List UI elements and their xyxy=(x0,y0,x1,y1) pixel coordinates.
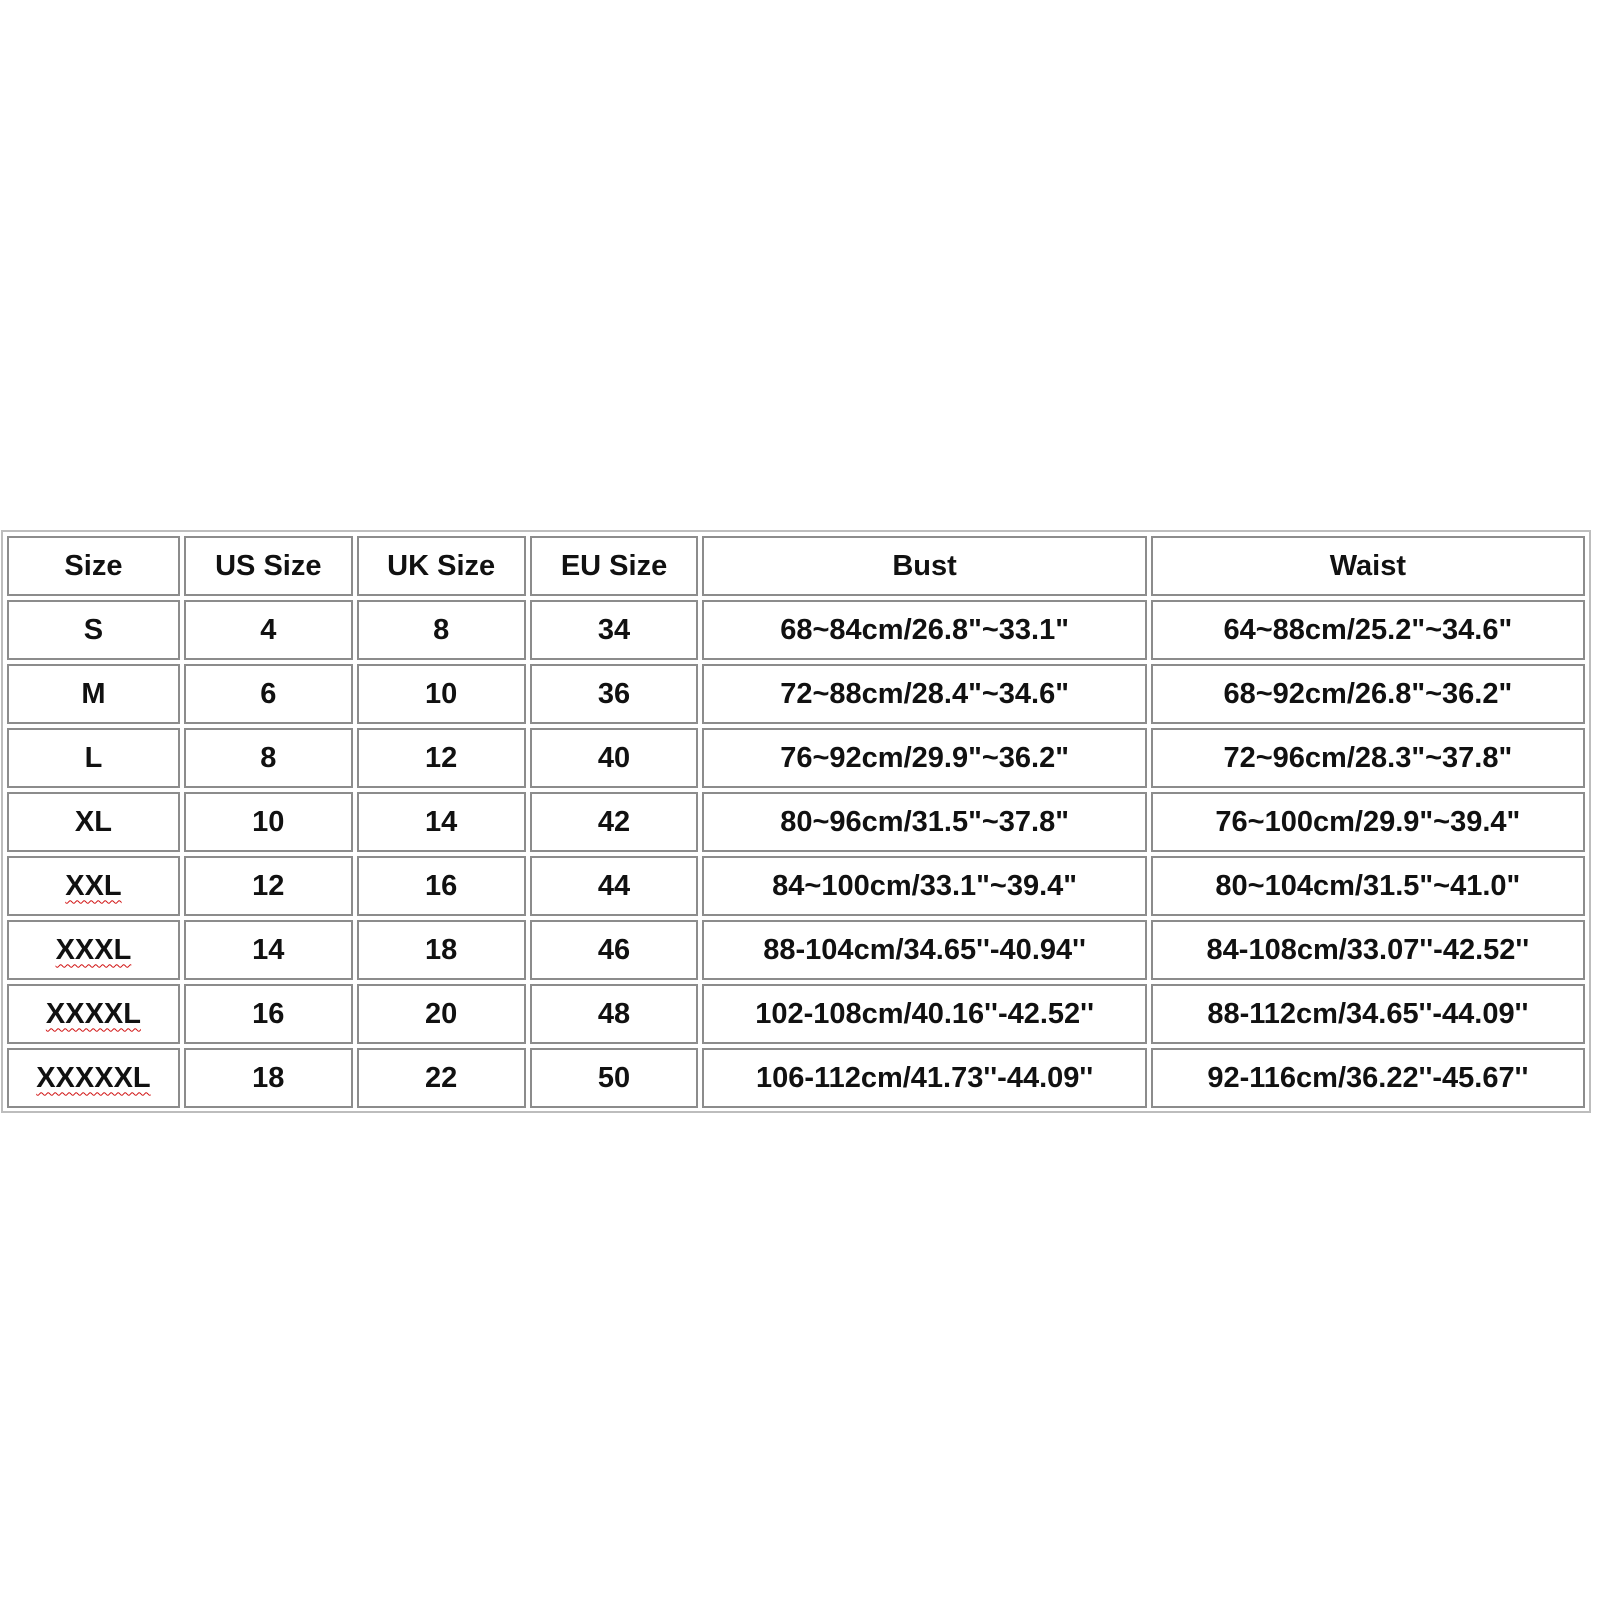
cell-us-size: 16 xyxy=(184,984,353,1044)
cell-eu-size: 40 xyxy=(530,728,699,788)
cell-uk-size: 18 xyxy=(357,920,526,980)
cell-waist: 92-116cm/36.22''-45.67'' xyxy=(1151,1048,1585,1108)
cell-uk-size: 10 xyxy=(357,664,526,724)
cell-waist: 68~92cm/26.8"~36.2" xyxy=(1151,664,1585,724)
cell-uk-size: 12 xyxy=(357,728,526,788)
cell-size: L xyxy=(7,728,180,788)
cell-uk-size: 22 xyxy=(357,1048,526,1108)
cell-uk-size: 14 xyxy=(357,792,526,852)
cell-eu-size: 46 xyxy=(530,920,699,980)
size-label: XXL xyxy=(65,869,122,902)
table-row xyxy=(7,920,1585,980)
size-label: XXXXL xyxy=(45,997,141,1030)
header-us-size: US Size xyxy=(184,536,353,596)
header-bust: Bust xyxy=(702,536,1146,596)
cell-us-size: 10 xyxy=(184,792,353,852)
cell-eu-size: 48 xyxy=(530,984,699,1044)
cell-waist: 84-108cm/33.07''-42.52'' xyxy=(1151,920,1585,980)
cell-us-size: 14 xyxy=(184,920,353,980)
cell-uk-size: 20 xyxy=(357,984,526,1044)
size-chart xyxy=(1,530,1591,1113)
cell-bust: 80~96cm/31.5"~37.8" xyxy=(702,792,1146,852)
table-row xyxy=(7,792,1585,852)
cell-eu-size: 44 xyxy=(530,856,699,916)
cell-us-size: 8 xyxy=(184,728,353,788)
cell-bust: 72~88cm/28.4"~34.6" xyxy=(702,664,1146,724)
table-row xyxy=(7,600,1585,660)
table-row xyxy=(7,984,1585,1044)
cell-waist: 76~100cm/29.9"~39.4" xyxy=(1151,792,1585,852)
cell-eu-size: 36 xyxy=(530,664,699,724)
cell-size xyxy=(7,920,180,980)
header-size: Size xyxy=(7,536,180,596)
header-eu-size: EU Size xyxy=(530,536,699,596)
cell-uk-size: 16 xyxy=(357,856,526,916)
cell-us-size: 4 xyxy=(184,600,353,660)
cell-bust: 84~100cm/33.1"~39.4" xyxy=(702,856,1146,916)
table-row xyxy=(7,664,1585,724)
cell-bust: 106-112cm/41.73''-44.09'' xyxy=(702,1048,1146,1108)
cell-size xyxy=(7,984,180,1044)
cell-size xyxy=(7,856,180,916)
cell-uk-size: 8 xyxy=(357,600,526,660)
cell-us-size: 18 xyxy=(184,1048,353,1108)
size-label: XXXL xyxy=(55,933,132,966)
header-waist: Waist xyxy=(1151,536,1585,596)
size-table xyxy=(3,532,1589,1112)
cell-eu-size: 50 xyxy=(530,1048,699,1108)
header-uk-size: UK Size xyxy=(357,536,526,596)
cell-size xyxy=(7,1048,180,1108)
size-label: XXXXXL xyxy=(36,1061,151,1094)
cell-us-size: 6 xyxy=(184,664,353,724)
cell-waist: 88-112cm/34.65''-44.09'' xyxy=(1151,984,1585,1044)
cell-size: S xyxy=(7,600,180,660)
table-row xyxy=(7,1048,1585,1108)
table-row xyxy=(7,856,1585,916)
cell-eu-size: 42 xyxy=(530,792,699,852)
cell-waist: 80~104cm/31.5"~41.0" xyxy=(1151,856,1585,916)
cell-bust: 88-104cm/34.65''-40.94'' xyxy=(702,920,1146,980)
cell-size: XL xyxy=(7,792,180,852)
cell-bust: 102-108cm/40.16''-42.52'' xyxy=(702,984,1146,1044)
cell-bust: 68~84cm/26.8"~33.1" xyxy=(702,600,1146,660)
cell-bust: 76~92cm/29.9"~36.2" xyxy=(702,728,1146,788)
header-row xyxy=(7,536,1585,596)
cell-size: M xyxy=(7,664,180,724)
cell-eu-size: 34 xyxy=(530,600,699,660)
cell-waist: 72~96cm/28.3"~37.8" xyxy=(1151,728,1585,788)
cell-waist: 64~88cm/25.2"~34.6" xyxy=(1151,600,1585,660)
cell-us-size: 12 xyxy=(184,856,353,916)
table-row xyxy=(7,728,1585,788)
